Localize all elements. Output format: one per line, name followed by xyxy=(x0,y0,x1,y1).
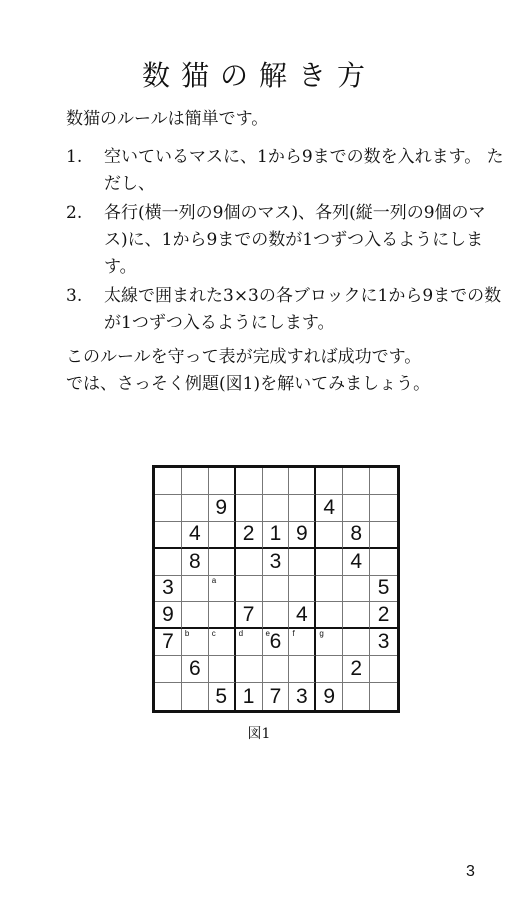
sudoku-cell xyxy=(370,683,397,710)
sudoku-cell xyxy=(263,495,290,522)
cell-mark: e xyxy=(265,629,270,639)
sudoku-cell xyxy=(209,522,236,549)
sudoku-cell xyxy=(209,468,236,495)
sudoku-cell xyxy=(343,629,370,656)
sudoku-cell xyxy=(236,468,263,495)
cell-value: 8 xyxy=(350,522,362,546)
sudoku-cell xyxy=(289,576,316,603)
cell-value: 7 xyxy=(269,684,282,708)
sudoku-cell xyxy=(289,629,316,656)
sudoku-cell xyxy=(316,495,343,522)
cell-value: 4 xyxy=(296,602,308,626)
cell-value: 6 xyxy=(188,657,201,681)
cell-value: 5 xyxy=(377,576,390,600)
cell-value: 9 xyxy=(215,495,228,519)
cell-mark: b xyxy=(184,629,190,639)
sudoku-cell xyxy=(263,549,290,576)
sudoku-cell xyxy=(155,495,182,522)
cell-value: 4 xyxy=(350,549,362,573)
sudoku-cell xyxy=(155,656,182,683)
sudoku-cell xyxy=(209,549,236,576)
rule-item xyxy=(66,283,506,337)
sudoku-cell xyxy=(263,576,290,603)
cell-value: 4 xyxy=(323,495,336,519)
sudoku-cell xyxy=(289,683,316,710)
sudoku-cell xyxy=(343,656,370,683)
cell-mark: f xyxy=(292,629,295,639)
cell-mark: d xyxy=(238,629,244,639)
sudoku-cell xyxy=(370,468,397,495)
sudoku-cell xyxy=(370,495,397,522)
cell-value: 4 xyxy=(188,522,201,546)
sudoku-cell xyxy=(155,522,182,549)
closing-line: では、さっそく例題(図1)を解いてみましょう。 xyxy=(66,374,431,394)
page-number: 3 xyxy=(466,863,475,880)
sudoku-cell xyxy=(370,522,397,549)
cell-value: 1 xyxy=(269,522,282,546)
cell-value: 3 xyxy=(162,576,174,600)
sudoku-cell xyxy=(209,629,236,656)
sudoku-cell xyxy=(263,629,290,656)
sudoku-cell xyxy=(343,549,370,576)
sudoku-cell xyxy=(263,522,290,549)
sudoku-cell xyxy=(343,602,370,629)
sudoku-cell xyxy=(209,576,236,603)
sudoku-cell xyxy=(343,576,370,603)
sudoku-cell xyxy=(316,549,343,576)
sudoku-cell xyxy=(343,683,370,710)
sudoku-cell xyxy=(182,576,209,603)
page-title: 数猫の解き方 xyxy=(141,59,376,92)
rule-text: 太線で囲まれた3×3の各ブロックに1から9までの数が1つずつ入るようにします。 xyxy=(104,286,502,333)
sudoku-cell xyxy=(182,656,209,683)
sudoku-cell xyxy=(263,602,290,629)
sudoku-cell xyxy=(343,468,370,495)
sudoku-cell xyxy=(182,495,209,522)
sudoku-cell xyxy=(370,602,397,629)
rules-list xyxy=(66,144,506,339)
cell-value: 8 xyxy=(188,549,201,573)
sudoku-cell xyxy=(289,656,316,683)
rule-item xyxy=(66,144,506,198)
sudoku-cell xyxy=(155,576,182,603)
sudoku-cell xyxy=(263,656,290,683)
sudoku-cell xyxy=(236,522,263,549)
sudoku-cell xyxy=(316,576,343,603)
rule-text: 各行(横一列の9個のマス)、各列(縦一列の9個のマス)に、1から9までの数が1つずつ入るようにします。 xyxy=(104,203,486,277)
sudoku-cell xyxy=(155,629,182,656)
cell-value: 6 xyxy=(269,630,282,654)
cell-mark: g xyxy=(319,629,324,639)
sudoku-cell xyxy=(209,656,236,683)
sudoku-cell xyxy=(316,522,343,549)
sudoku-grid xyxy=(152,465,400,713)
rule-item xyxy=(66,200,506,281)
sudoku-cell xyxy=(209,495,236,522)
rule-number: 3. xyxy=(66,286,83,306)
sudoku-cell xyxy=(236,656,263,683)
sudoku-cell xyxy=(209,602,236,629)
sudoku-cell xyxy=(182,468,209,495)
sudoku-cell xyxy=(343,522,370,549)
sudoku-cell xyxy=(316,683,343,710)
sudoku-cell xyxy=(316,629,343,656)
rule-number: 2. xyxy=(66,203,83,223)
sudoku-cell xyxy=(289,495,316,522)
sudoku-cell xyxy=(289,522,316,549)
sudoku-cell xyxy=(263,468,290,495)
sudoku-cell xyxy=(370,656,397,683)
figure-caption: 図1 xyxy=(247,726,271,742)
sudoku-cell xyxy=(316,602,343,629)
closing-text xyxy=(66,344,430,398)
sudoku-cell xyxy=(155,468,182,495)
rule-number: 1. xyxy=(66,147,83,167)
sudoku-cell xyxy=(182,549,209,576)
sudoku-cell xyxy=(155,602,182,629)
sudoku-cell xyxy=(236,683,263,710)
sudoku-cell xyxy=(343,495,370,522)
sudoku-cell xyxy=(209,683,236,710)
sudoku-cell xyxy=(263,683,290,710)
cell-value: 2 xyxy=(242,522,255,546)
cell-value: 7 xyxy=(162,630,174,654)
sudoku-cell xyxy=(236,576,263,603)
sudoku-cell xyxy=(182,629,209,656)
sudoku-cell xyxy=(289,602,316,629)
cell-value: 2 xyxy=(377,602,390,626)
cell-value: 1 xyxy=(242,684,255,708)
sudoku-cell xyxy=(236,549,263,576)
cell-mark: c xyxy=(211,629,216,639)
sudoku-cell xyxy=(370,549,397,576)
sudoku-cell xyxy=(182,522,209,549)
sudoku-cell xyxy=(236,629,263,656)
sudoku-cell xyxy=(182,602,209,629)
closing-line: このルールを守って表が完成すれば成功です。 xyxy=(66,347,422,367)
sudoku-cell xyxy=(182,683,209,710)
sudoku-cell xyxy=(155,549,182,576)
sudoku-cell xyxy=(370,629,397,656)
cell-mark: a xyxy=(211,575,217,585)
sudoku-cell xyxy=(236,495,263,522)
cell-value: 3 xyxy=(377,630,390,654)
cell-value: 3 xyxy=(296,684,308,708)
sudoku-cell xyxy=(316,656,343,683)
cell-value: 3 xyxy=(269,549,282,573)
cell-value: 9 xyxy=(296,522,308,546)
rule-text: 空いているマスに、1から9までの数を入れます。 ただし、 xyxy=(104,147,504,194)
cell-value: 5 xyxy=(215,684,228,708)
cell-value: 2 xyxy=(350,657,362,681)
sudoku-cell xyxy=(289,549,316,576)
sudoku-cell xyxy=(316,468,343,495)
intro-text: 数猫のルールは簡単です。 xyxy=(66,109,269,129)
sudoku-cell xyxy=(236,602,263,629)
cell-value: 9 xyxy=(323,684,336,708)
sudoku-cell xyxy=(289,468,316,495)
sudoku-cell xyxy=(370,576,397,603)
cell-value: 9 xyxy=(162,602,174,626)
cell-value: 7 xyxy=(242,602,255,626)
sudoku-cell xyxy=(155,683,182,710)
